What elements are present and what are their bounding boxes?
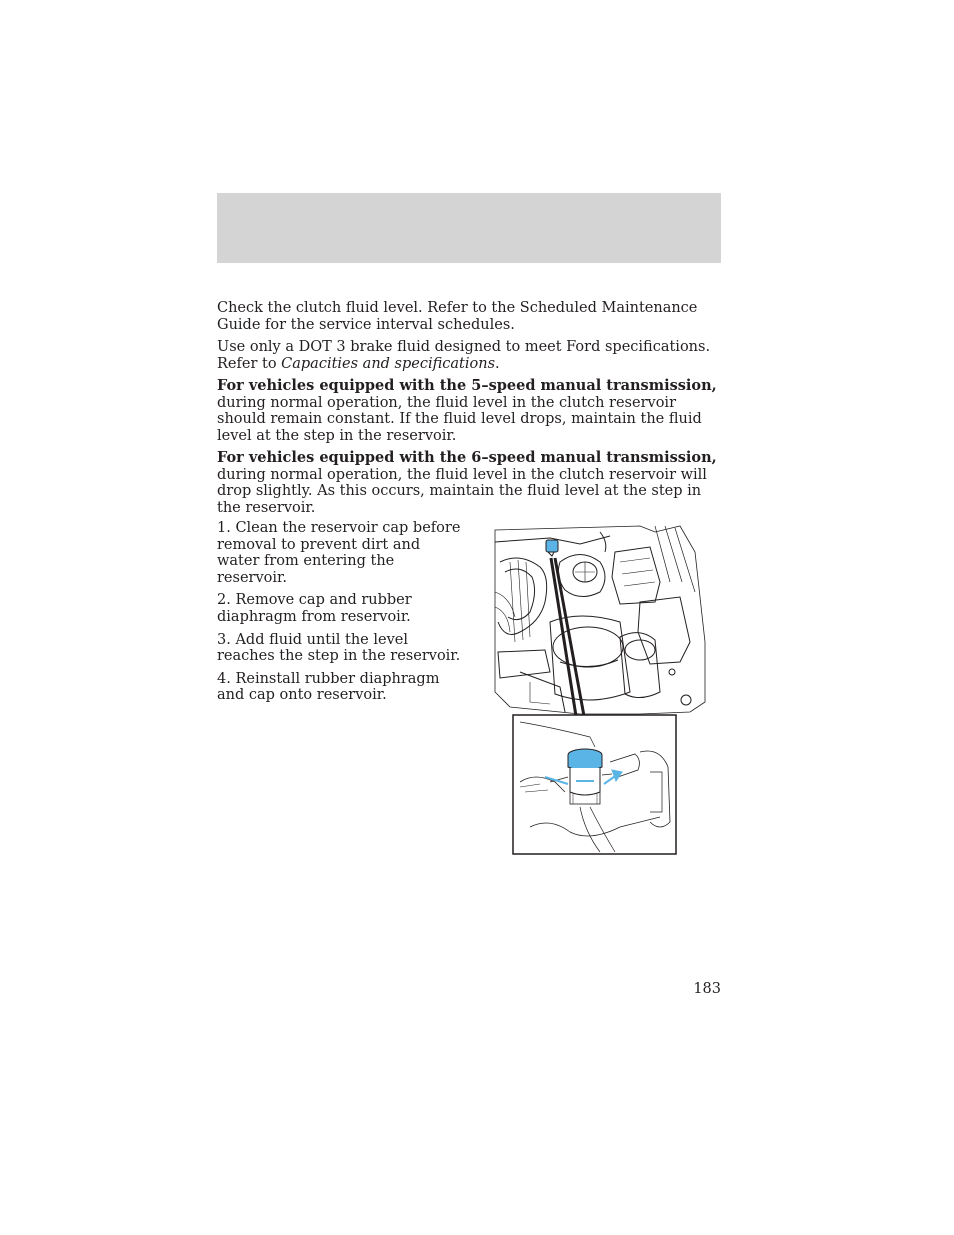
- step-2: 2. Remove cap and rubber diaphragm from reservoir.: [217, 592, 412, 625]
- clutch-reservoir-illustration: [490, 522, 710, 857]
- capacities-reference: Capacities and specifications: [281, 355, 496, 372]
- paragraph-dot3: [217, 339, 722, 372]
- paragraph-text: Check the clutch fluid level. Refer to the Scheduled Maintenance Guide for the service interval schedules.: [217, 300, 698, 333]
- step-4: 4. Reinstall rubber diaphragm and cap onto reservoir.: [217, 670, 440, 704]
- paragraph-6-speed: [217, 450, 722, 516]
- paragraph-heading-5-speed: For vehicles equipped with the 5–speed manual transmission,: [217, 377, 717, 394]
- page-number: 183: [693, 981, 721, 997]
- reservoir-detail-inset: [513, 715, 676, 854]
- paragraph-5-speed: [217, 378, 722, 444]
- procedure-steps: [217, 520, 467, 710]
- paragraph-text: during normal operation, the fluid level in the clutch reservoir will drop slightly. As this occurs, maintain the fluid level at the step in the reservoir.: [217, 466, 707, 516]
- paragraph-text: Use only a DOT 3 brake fluid designed to meet Ford specifications. Refer to: [217, 339, 711, 372]
- paragraph-heading-6-speed: For vehicles equipped with the 6–speed manual transmission,: [217, 449, 717, 466]
- reservoir-location-marker: [546, 540, 558, 556]
- step-3: 3. Add fluid until the level reaches the step in the reservoir.: [217, 631, 461, 665]
- paragraph-text: during normal operation, the fluid level in the clutch reservoir should remain constant. If the fluid level drops, maintain the fluid level at the step in the reservoir.: [217, 394, 702, 444]
- callout-leader-lines: [551, 558, 584, 716]
- engine-bay-drawing: [495, 526, 705, 714]
- paragraph-period: .: [495, 355, 500, 372]
- step-1: 1. Clean the reservoir cap before removal to prevent dirt and water from entering the reservoir.: [217, 520, 461, 586]
- section-header-band: [217, 193, 721, 263]
- paragraph-check-level: [217, 300, 722, 333]
